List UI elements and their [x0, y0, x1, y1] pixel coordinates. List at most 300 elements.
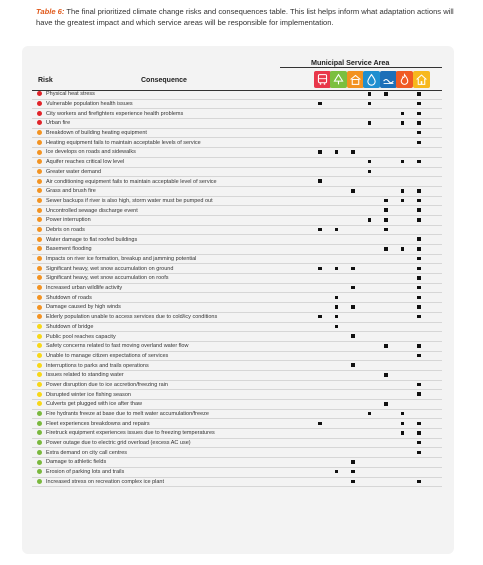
risk-dot-red	[37, 91, 42, 96]
row-spacer	[294, 245, 312, 255]
service-area-cell-building	[345, 196, 362, 206]
row-tail	[427, 206, 442, 216]
service-area-cell-bus	[312, 196, 329, 206]
responsibility-mark	[401, 422, 405, 426]
responsibility-mark	[401, 160, 405, 164]
service-area-cell-building	[345, 351, 362, 361]
responsibility-mark	[384, 247, 388, 251]
service-area-cell-road	[378, 186, 395, 196]
consequence-text: Power disruption due to ice accretion/freezing rain	[46, 380, 294, 390]
service-area-cell-bus	[312, 390, 329, 400]
consequence-text: Aquifer reaches critical low level	[46, 157, 294, 167]
row-tail	[427, 119, 442, 129]
service-area-cell-fire	[394, 148, 411, 158]
row-spacer	[294, 429, 312, 439]
service-area-cell-road	[378, 109, 395, 119]
service-area-cell-building	[345, 254, 362, 264]
service-area-cell-road	[378, 332, 395, 342]
service-area-cell-house	[411, 312, 428, 322]
service-area-cell-road	[378, 196, 395, 206]
responsibility-mark	[351, 150, 355, 154]
service-area-cell-road	[378, 283, 395, 293]
service-area-cell-road	[378, 225, 395, 235]
risk-level-cell	[32, 341, 46, 351]
service-area-cell-road	[378, 274, 395, 284]
row-tail	[427, 438, 442, 448]
row-spacer	[294, 274, 312, 284]
service-area-cell-building	[345, 341, 362, 351]
service-area-cell-water-drop	[361, 419, 378, 429]
service-area-cell-tree	[328, 341, 345, 351]
road-icon	[380, 71, 397, 88]
risk-dot-green	[37, 479, 42, 484]
row-spacer	[294, 90, 312, 99]
service-area-cell-road	[378, 206, 395, 216]
service-area-cell-tree	[328, 215, 345, 225]
service-area-cell-tree	[328, 148, 345, 158]
service-area-cell-building	[345, 264, 362, 274]
service-area-cell-house	[411, 380, 428, 390]
responsibility-mark	[384, 218, 388, 222]
consequence-text: Basement flooding	[46, 245, 294, 255]
row-spacer	[294, 438, 312, 448]
service-area-cell-road	[378, 167, 395, 177]
service-area-cell-fire	[394, 245, 411, 255]
risk-level-cell	[32, 370, 46, 380]
service-area-cell-tree	[328, 322, 345, 332]
tree-icon	[330, 71, 347, 88]
service-area-cell-house	[411, 157, 428, 167]
consequence-text: City workers and firefighters experience health problems	[46, 109, 294, 119]
table-row	[32, 138, 442, 148]
service-area-cell-house	[411, 235, 428, 245]
risk-level-cell	[32, 477, 46, 487]
service-area-cell-fire	[394, 419, 411, 429]
risk-dot-green	[37, 450, 42, 455]
service-area-cell-water-drop	[361, 429, 378, 439]
service-area-cell-house	[411, 293, 428, 303]
service-area-cell-tree	[328, 206, 345, 216]
service-area-cell-bus	[312, 225, 329, 235]
risk-dot-red	[37, 120, 42, 125]
service-area-cell-fire	[394, 128, 411, 138]
service-area-cell-water-drop	[361, 370, 378, 380]
service-area-cell-tree	[328, 477, 345, 487]
service-area-cell-fire	[394, 206, 411, 216]
consequence-text: Greater water demand	[46, 167, 294, 177]
table-row	[32, 99, 442, 109]
service-area-cell-water-drop	[361, 293, 378, 303]
risk-dot-orange	[37, 285, 42, 290]
service-area-cell-fire	[394, 312, 411, 322]
risk-level-cell	[32, 380, 46, 390]
service-area-cell-fire	[394, 90, 411, 99]
service-area-cell-building	[345, 99, 362, 109]
responsibility-mark	[384, 228, 388, 232]
service-area-cell-water-drop	[361, 361, 378, 371]
service-area-cell-house	[411, 361, 428, 371]
service-area-cell-tree	[328, 119, 345, 129]
risk-level-cell	[32, 361, 46, 371]
service-area-cell-water-drop	[361, 458, 378, 468]
responsibility-mark	[417, 276, 421, 280]
row-spacer	[294, 215, 312, 225]
consequence-text: Elderly population unable to access services due to cold/icy conditions	[46, 312, 294, 322]
service-area-cell-road	[378, 390, 395, 400]
row-tail	[427, 303, 442, 313]
service-area-cell-building	[345, 90, 362, 99]
consequence-text: Breakdown of building heating equipment	[46, 128, 294, 138]
service-area-cell-tree	[328, 235, 345, 245]
service-area-cell-water-drop	[361, 177, 378, 187]
risk-dot-red	[37, 101, 42, 106]
service-area-cell-building	[345, 370, 362, 380]
service-area-cell-house	[411, 283, 428, 293]
table-row	[32, 177, 442, 187]
responsibility-mark	[368, 412, 372, 416]
service-area-cell-bus	[312, 438, 329, 448]
responsibility-mark	[318, 179, 322, 183]
service-area-cell-house	[411, 303, 428, 313]
service-area-cell-building	[345, 206, 362, 216]
risk-dot-orange	[37, 150, 42, 155]
consequence-text: Sewer backups if river is also high, storm water must be pumped out	[46, 196, 294, 206]
service-area-cell-building	[345, 419, 362, 429]
row-spacer	[294, 148, 312, 158]
responsibility-mark	[318, 102, 322, 106]
consequence-column-header: Consequence	[141, 77, 187, 84]
row-spacer	[294, 225, 312, 235]
table-row	[32, 283, 442, 293]
service-area-cell-house	[411, 225, 428, 235]
risk-level-cell	[32, 283, 46, 293]
service-area-cell-water-drop	[361, 119, 378, 129]
risk-dot-yellow	[37, 363, 42, 368]
consequence-text: Physical heat stress	[46, 90, 294, 99]
fire-icon	[396, 71, 413, 88]
responsibility-mark	[417, 392, 421, 396]
service-area-cell-water-drop	[361, 312, 378, 322]
service-area-cell-building	[345, 409, 362, 419]
consequence-text: Issues related to standing water	[46, 370, 294, 380]
service-area-cell-fire	[394, 409, 411, 419]
risk-level-cell	[32, 186, 46, 196]
risk-level-cell	[32, 448, 46, 458]
service-area-cell-water-drop	[361, 380, 378, 390]
responsibility-mark	[417, 199, 421, 203]
row-spacer	[294, 119, 312, 129]
responsibility-mark	[384, 344, 388, 348]
responsibility-mark	[351, 334, 355, 338]
row-tail	[427, 429, 442, 439]
row-spacer	[294, 380, 312, 390]
consequence-text: Uncontrolled sewage discharge event	[46, 206, 294, 216]
service-area-cell-fire	[394, 332, 411, 342]
row-tail	[427, 448, 442, 458]
risk-level-cell	[32, 119, 46, 129]
service-area-cell-tree	[328, 196, 345, 206]
table-row	[32, 409, 442, 419]
row-spacer	[294, 370, 312, 380]
row-tail	[427, 361, 442, 371]
service-area-cell-fire	[394, 99, 411, 109]
service-area-cell-house	[411, 99, 428, 109]
service-area-cell-water-drop	[361, 438, 378, 448]
consequence-text: Impacts on river ice formation, breakup and jamming potential	[46, 254, 294, 264]
service-area-cell-fire	[394, 177, 411, 187]
service-area-cell-bus	[312, 429, 329, 439]
consequence-text: Increased urban wildlife activity	[46, 283, 294, 293]
table-row	[32, 196, 442, 206]
service-area-cell-building	[345, 245, 362, 255]
table-row	[32, 128, 442, 138]
consequence-text: Heating equipment fails to maintain acceptable levels of service	[46, 138, 294, 148]
service-area-cell-water-drop	[361, 167, 378, 177]
consequence-text: Power outage due to electric grid overload (excess AC use)	[46, 438, 294, 448]
service-area-cell-building	[345, 186, 362, 196]
row-spacer	[294, 186, 312, 196]
service-area-cell-bus	[312, 264, 329, 274]
risk-level-cell	[32, 322, 46, 332]
service-area-cell-water-drop	[361, 274, 378, 284]
responsibility-mark	[401, 189, 405, 193]
row-tail	[427, 109, 442, 119]
risk-level-cell	[32, 215, 46, 225]
row-tail	[427, 312, 442, 322]
service-area-cell-tree	[328, 303, 345, 313]
responsibility-mark	[318, 150, 322, 154]
service-area-cell-tree	[328, 380, 345, 390]
responsibility-mark	[368, 92, 372, 96]
consequence-text: Shutdown of bridge	[46, 322, 294, 332]
table-row	[32, 206, 442, 216]
service-area-cell-water-drop	[361, 215, 378, 225]
caption-text: The final prioritized climate change risks and consequences table. This list helps inform what adaptation actions will have the greatest impact and which service areas will be responsible for implementation.	[36, 7, 454, 27]
building-icon	[347, 71, 364, 88]
responsibility-mark	[417, 441, 421, 445]
row-spacer	[294, 293, 312, 303]
service-area-cell-bus	[312, 419, 329, 429]
service-area-cell-building	[345, 303, 362, 313]
service-area-cell-house	[411, 186, 428, 196]
table-row	[32, 157, 442, 167]
risk-level-cell	[32, 264, 46, 274]
risk-dot-yellow	[37, 343, 42, 348]
risk-dot-green	[37, 411, 42, 416]
service-area-cell-bus	[312, 477, 329, 487]
service-area-cell-bus	[312, 119, 329, 129]
service-area-cell-house	[411, 148, 428, 158]
service-area-cell-water-drop	[361, 332, 378, 342]
row-spacer	[294, 254, 312, 264]
service-area-cell-fire	[394, 157, 411, 167]
responsibility-mark	[417, 286, 421, 290]
responsibility-mark	[368, 121, 372, 125]
row-tail	[427, 90, 442, 99]
service-area-cell-water-drop	[361, 351, 378, 361]
service-area-cell-bus	[312, 235, 329, 245]
service-area-cell-road	[378, 119, 395, 129]
responsibility-mark	[384, 92, 388, 96]
service-area-cell-fire	[394, 322, 411, 332]
service-area-cell-fire	[394, 235, 411, 245]
service-area-cell-building	[345, 390, 362, 400]
table-row	[32, 419, 442, 429]
responsibility-mark	[417, 344, 421, 348]
service-area-cell-bus	[312, 448, 329, 458]
service-area-cell-tree	[328, 157, 345, 167]
responsibility-mark	[351, 189, 355, 193]
service-area-cell-fire	[394, 429, 411, 439]
service-area-cell-house	[411, 370, 428, 380]
service-area-cell-house	[411, 215, 428, 225]
table-row	[32, 186, 442, 196]
table-row	[32, 312, 442, 322]
service-area-cell-water-drop	[361, 196, 378, 206]
service-area-cell-water-drop	[361, 303, 378, 313]
responsibility-mark	[417, 422, 421, 426]
risk-dot-orange	[37, 295, 42, 300]
service-area-cell-fire	[394, 109, 411, 119]
row-tail	[427, 225, 442, 235]
row-tail	[427, 341, 442, 351]
risk-dot-orange	[37, 305, 42, 310]
row-tail	[427, 419, 442, 429]
service-area-cell-water-drop	[361, 186, 378, 196]
service-area-cell-fire	[394, 351, 411, 361]
consequence-text: Interruptions to parks and trails operations	[46, 361, 294, 371]
service-area-cell-tree	[328, 361, 345, 371]
service-area-cell-road	[378, 370, 395, 380]
risk-dot-orange	[37, 188, 42, 193]
consequence-text: Damage to athletic fields	[46, 458, 294, 468]
row-tail	[427, 400, 442, 410]
table-row	[32, 400, 442, 410]
service-area-cell-house	[411, 128, 428, 138]
responsibility-mark	[351, 267, 355, 271]
risk-dot-red	[37, 111, 42, 116]
service-area-cell-building	[345, 477, 362, 487]
risk-dot-green	[37, 460, 42, 465]
consequence-text: Ice develops on roads and sidewalks	[46, 148, 294, 158]
service-area-cell-bus	[312, 215, 329, 225]
service-area-cell-tree	[328, 467, 345, 477]
row-spacer	[294, 390, 312, 400]
consequence-text: Water damage to flat roofed buildings	[46, 235, 294, 245]
service-area-cell-water-drop	[361, 409, 378, 419]
service-area-cell-road	[378, 264, 395, 274]
responsibility-mark	[318, 315, 322, 319]
row-spacer	[294, 157, 312, 167]
row-tail	[427, 157, 442, 167]
table-row	[32, 167, 442, 177]
service-area-cell-road	[378, 361, 395, 371]
service-area-cell-bus	[312, 400, 329, 410]
service-area-cell-water-drop	[361, 322, 378, 332]
service-area-cell-tree	[328, 400, 345, 410]
risk-level-cell	[32, 400, 46, 410]
service-area-cell-bus	[312, 283, 329, 293]
risk-level-cell	[32, 177, 46, 187]
row-spacer	[294, 341, 312, 351]
row-spacer	[294, 322, 312, 332]
table-row	[32, 341, 442, 351]
consequence-text: Significant heavy, wet snow accumulation on roofs	[46, 274, 294, 284]
service-area-cell-road	[378, 458, 395, 468]
risk-dot-orange	[37, 198, 42, 203]
row-tail	[427, 99, 442, 109]
row-tail	[427, 128, 442, 138]
service-area-cell-fire	[394, 448, 411, 458]
risk-level-cell	[32, 99, 46, 109]
risk-dot-yellow	[37, 382, 42, 387]
service-area-cell-house	[411, 419, 428, 429]
service-area-cell-bus	[312, 458, 329, 468]
service-area-cell-tree	[328, 274, 345, 284]
service-area-cell-building	[345, 322, 362, 332]
service-area-cell-building	[345, 429, 362, 439]
service-area-cell-fire	[394, 225, 411, 235]
responsibility-mark	[417, 141, 421, 145]
service-area-cell-road	[378, 90, 395, 99]
service-area-cell-bus	[312, 332, 329, 342]
service-area-cell-bus	[312, 274, 329, 284]
risk-dot-orange	[37, 130, 42, 135]
row-tail	[427, 370, 442, 380]
service-area-cell-water-drop	[361, 467, 378, 477]
service-area-cell-tree	[328, 293, 345, 303]
table-row	[32, 390, 442, 400]
responsibility-mark	[417, 451, 421, 455]
risk-level-cell	[32, 467, 46, 477]
risk-level-cell	[32, 438, 46, 448]
responsibility-mark	[401, 121, 405, 125]
responsibility-mark	[335, 470, 339, 474]
risk-dot-green	[37, 440, 42, 445]
service-area-cell-bus	[312, 380, 329, 390]
row-spacer	[294, 351, 312, 361]
risk-level-cell	[32, 90, 46, 99]
row-spacer	[294, 312, 312, 322]
row-tail	[427, 167, 442, 177]
table-caption	[36, 7, 456, 28]
consequence-text: Vulnerable population health issues	[46, 99, 294, 109]
responsibility-mark	[417, 102, 421, 106]
service-area-cell-bus	[312, 177, 329, 187]
responsibility-mark	[417, 208, 421, 212]
service-area-cell-fire	[394, 196, 411, 206]
row-tail	[427, 196, 442, 206]
service-area-cell-building	[345, 119, 362, 129]
risk-dot-orange	[37, 159, 42, 164]
risk-dot-orange	[37, 179, 42, 184]
row-tail	[427, 322, 442, 332]
service-area-cell-water-drop	[361, 283, 378, 293]
service-area-cell-bus	[312, 351, 329, 361]
responsibility-mark	[368, 170, 372, 174]
consequence-text: Public pool reaches capacity	[46, 332, 294, 342]
service-area-cell-fire	[394, 215, 411, 225]
service-area-cell-tree	[328, 370, 345, 380]
responsibility-mark	[384, 373, 388, 377]
service-area-cell-road	[378, 448, 395, 458]
table-row	[32, 351, 442, 361]
service-area-cell-house	[411, 119, 428, 129]
service-area-cell-tree	[328, 332, 345, 342]
service-area-cell-fire	[394, 283, 411, 293]
service-area-cell-bus	[312, 206, 329, 216]
service-area-cell-water-drop	[361, 400, 378, 410]
